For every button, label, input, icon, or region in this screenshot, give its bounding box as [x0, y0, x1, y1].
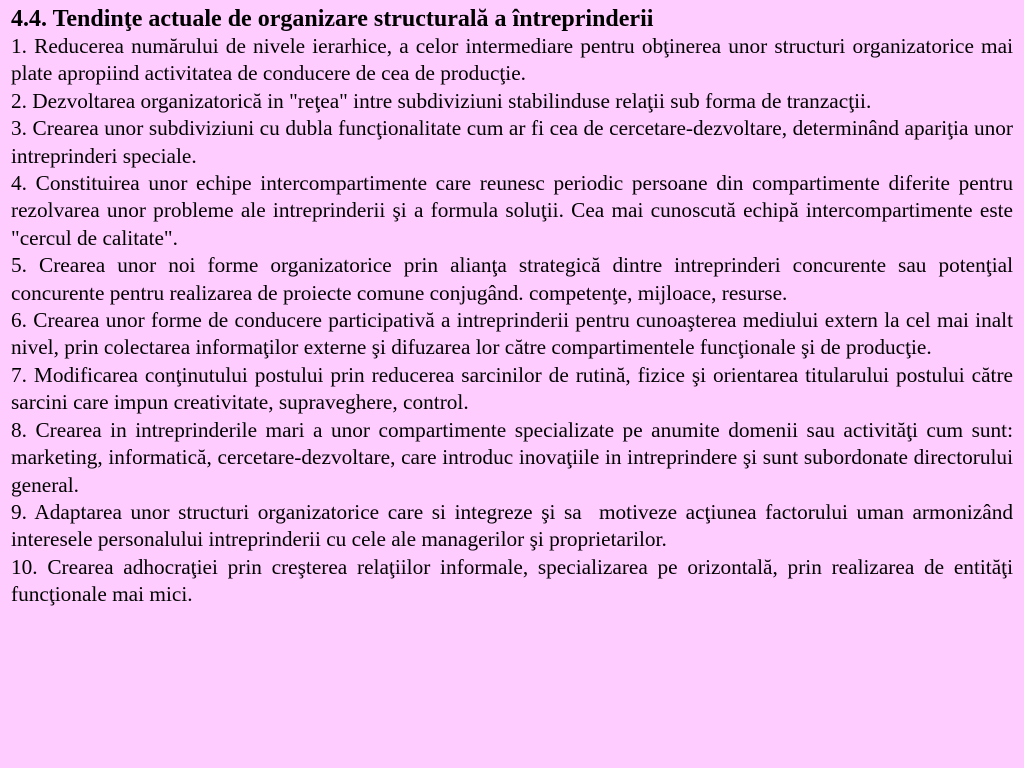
paragraph-6: 6. Crearea unor forme de conducere participativă a intreprinderii pentru cunoaşterea mediului extern la cel mai inalt nivel, prin colectarea informaţilor externe şi difuzarea lor către compartimentele funcţionale şi de producţie.	[11, 308, 1019, 360]
paragraph-2: 2. Dezvoltarea organizatorică in "reţea" intre subdiviziuni stabilinduse relaţii sub forma de tranzacţii.	[11, 88, 872, 113]
slide-title: 4.4. Tendinţe actuale de organizare structurală a întreprinderii	[11, 6, 654, 32]
paragraph-10: 10. Crearea adhocraţiei prin creşterea relaţiilor informale, specializarea pe orizontală, prin realizarea de entităţi funcţionale mai mici.	[11, 554, 1019, 607]
paragraph-9: 9. Adaptarea unor structuri organizatorice care si integreze şi sa motiveze acţiunea factorului uman armonizând interesele personalului intreprinderii cu cele ale managerilor şi proprietarilor.	[11, 499, 1019, 552]
paragraph-8: 8. Crearea in intreprinderile mari a unor compartimente specializate pe anumite domenii sau activităţi cum sunt: marketing, informatică, cercetare-dezvoltare, care introduc inovaţiile in intreprindere şi sunt subordonate directorului general.	[11, 417, 1019, 497]
paragraph-5: 5. Crearea unor noi forme organizatorice prin alianţa strategică dintre intreprinderi concurente sau potenţial concurente pentru realizarea de proiecte comune conjugând. competenţe, mijloace, resurse.	[11, 253, 1019, 305]
paragraph-3: 3. Crearea unor subdiviziuni cu dubla funcţionalitate cum ar fi cea de cercetare-dezvoltare, determinând apariţia unor intreprinderi speciale.	[11, 116, 1019, 168]
paragraph-7: 7. Modificarea conţinutului postului prin reducerea sarcinilor de rutină, fizice şi orientarea titularului postului către sarcini care impun creativitate, supraveghere, control.	[11, 362, 1019, 415]
paragraph-1: 1. Reducerea numărului de nivele ierarhice, a celor intermediare pentru obţinerea unor structuri organizatorice mai plate apropiind activitatea de conducere de cea de producţie.	[11, 34, 1019, 86]
paragraph-4: 4. Constituirea unor echipe intercompartimente care reunesc periodic persoane din compartimente diferite pentru rezolvarea unor probleme ale intreprinderii şi a formula soluţii. Cea mai cunoscută echipă intercompartimente este "cercul de calitate".	[11, 171, 1019, 250]
